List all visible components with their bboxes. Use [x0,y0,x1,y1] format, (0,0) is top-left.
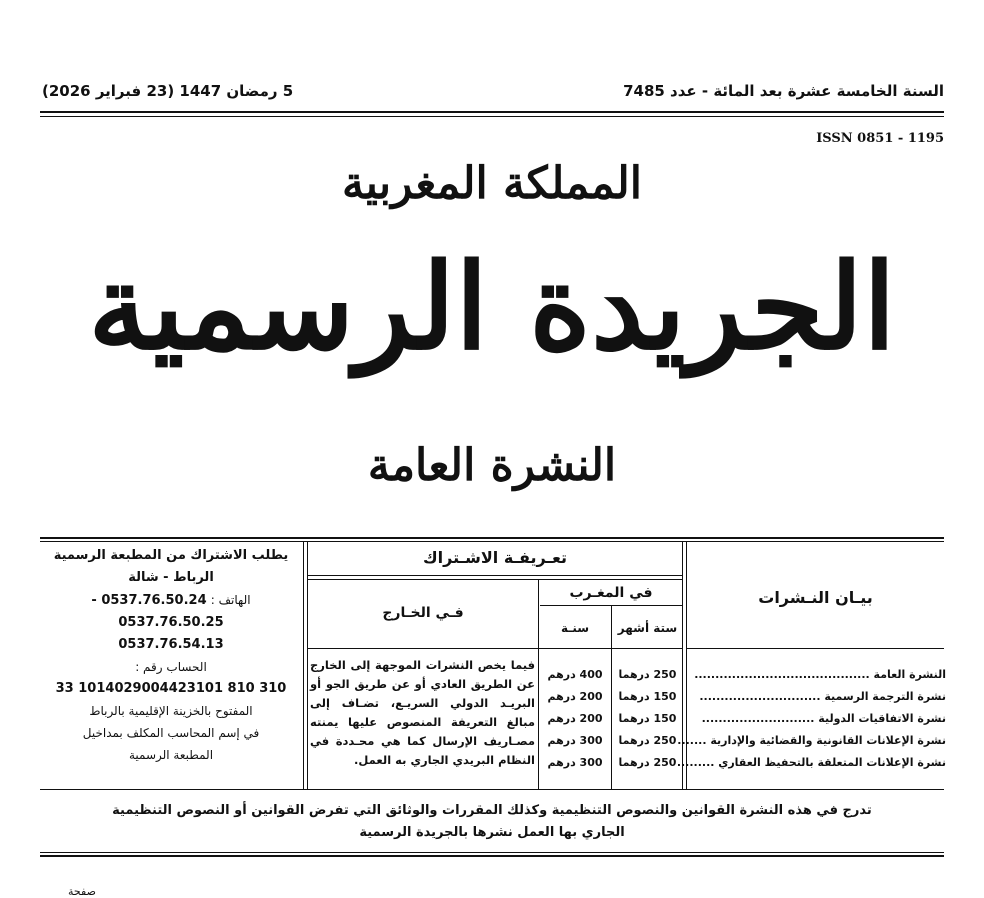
rates-header-bottom-rule [308,648,682,649]
rates-divider-period [611,606,612,789]
price-year: 300 درهم [547,756,603,769]
bank-line1: المفتوح بالخزينة الإقليمية بالرباط [89,704,253,718]
price-six-months: 250 درهما [618,756,677,769]
bank-line3: المطبعة الرسمية [128,748,214,762]
notice-rule-thin [40,852,944,853]
price-year: 200 درهم [547,690,603,703]
price-six-months: 150 درهما [618,690,677,703]
subscription-line1: يطلب الاشتراك من المطبعة الرسمية [53,548,289,563]
notice-rule-thick [40,855,944,857]
kingdom-title: المملكة المغربية [342,158,642,209]
rates-heading-rule-2 [308,579,682,580]
phone-label: الهاتف : [210,593,251,607]
rates-divider-morocco [538,580,539,789]
account-label: الحساب رقم : [135,660,207,674]
price-six-months: 250 درهما [618,734,677,747]
price-six-months: 150 درهما [618,712,677,725]
publication-name: النشرة العامة .......................................... [694,668,946,681]
publication-name: نشرة الإعلانات المتعلقة بالتحفيظ العقاري ......... [676,756,946,769]
price-year: 300 درهم [547,734,603,747]
info-top-rule-thin [40,541,944,542]
subscription-info [40,545,302,766]
price-six-months: 250 درهما [618,668,677,681]
publication-name: نشرة الإعلانات القانونية والقضائية والإدارية ....... [677,734,946,747]
page-label: صفحة [68,885,96,898]
info-bottom-rule [40,789,944,790]
abroad-rates-text: فيما يخص النشرات الموجهة إلى الخارج عن الطريق العادي أو عن طريق الجو أو البريـد الدولي السريـع، تضـاف إلى مبالغ التعريفة المنصوص عليها يمنته مصـاريف الإرسال كما هي محـددة في النظام البريدي الجاري به العمل. [310,658,535,767]
header-rule-thick [40,111,944,113]
rates-heading-rule [308,575,682,576]
phone-number-3: 0537.76.54.13 [118,637,224,652]
pubs-header-bottom-rule [687,648,944,649]
issn-number: ISSN 0851 - 1195 [816,131,944,146]
six-month-prices [613,664,682,774]
bank-line2: في إسم المحاسب المكلف بمداخيل [82,726,260,740]
six-months-label: ستة أشهر [617,621,678,635]
year-label: سنـة [560,621,590,635]
price-year: 200 درهم [547,712,603,725]
notice-line1: تدرج في هذه النشرة القوانين والنصوص التنظيمية وكذلك المقررات والوثائق التي تفرض القوانين أو النصوص التنظيمية [112,803,872,818]
header-rule-thin [40,116,944,117]
subscription-line2: الرباط - شالة [128,570,214,585]
year-prices [540,664,610,774]
publication-name: نشرة الاتفاقيات الدولية ........................... [701,712,946,725]
publications-heading: بيـان النـشرات [758,588,873,607]
publication-notice [40,800,944,844]
issue-date: 5 رمضان 1447 (23 فبراير 2026) [42,82,294,100]
gazette-title: الجريدة الرسمية [88,237,896,376]
rates-heading: تعـريفـة الاشـتراك [423,548,567,567]
publication-name: نشرة الترجمة الرسمية ............................. [699,690,946,703]
phone-numbers: 0537.76.50.24 - 0537.76.50.25 [91,593,224,630]
phone-row [40,589,302,634]
abroad-heading: فـي الخـارج [382,605,464,621]
morocco-heading: في المغـرب [569,585,653,601]
publications-list [676,664,946,774]
price-year: 400 درهم [547,668,603,681]
edition-title: النشرة العامة [367,440,617,491]
account-number: 310 810 1014029004423101 33 [55,681,287,696]
divider-left [303,542,304,789]
info-top-rule [40,537,944,539]
issue-volume: السنة الخامسة عشرة بعد المائة - عدد 7485 [623,82,944,100]
notice-line2: الجاري بها العمل نشرها بالجريدة الرسمية [359,825,625,840]
